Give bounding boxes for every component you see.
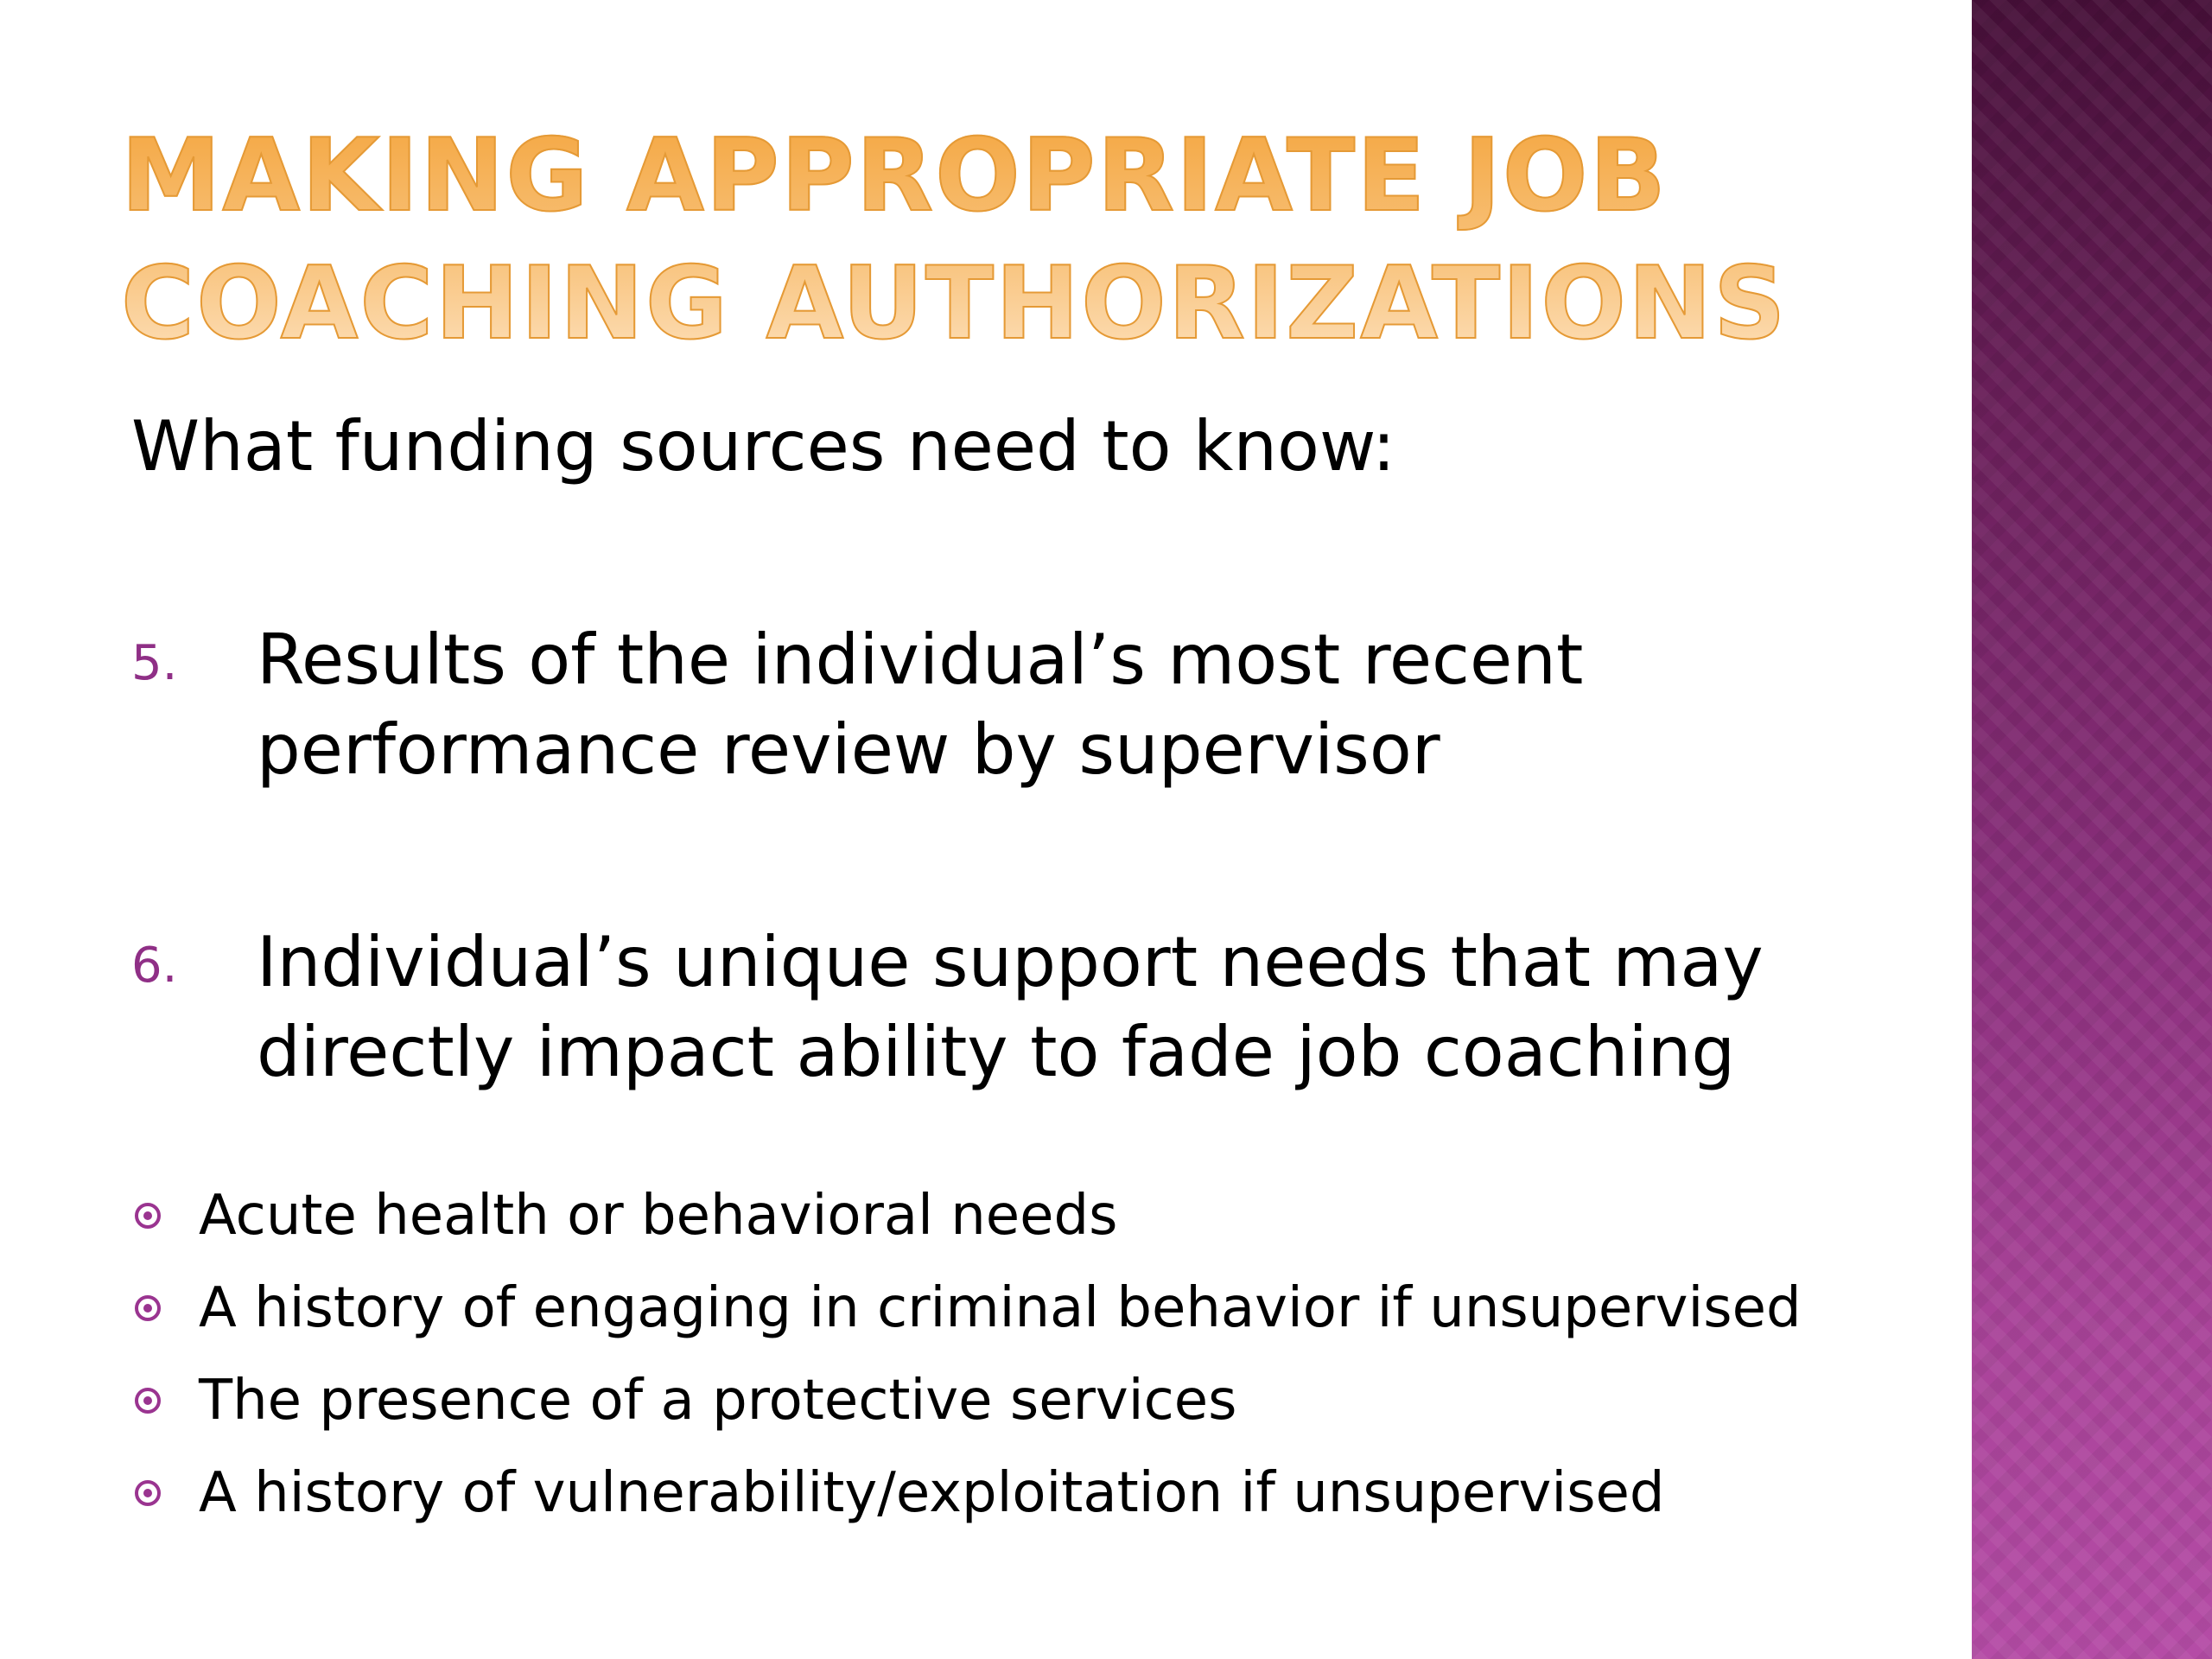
bullet-item	[131, 1355, 1802, 1447]
decorative-side-band	[1972, 0, 2212, 1659]
item-number: 6.	[131, 938, 178, 994]
item-text-line-1: Results of the individual’s most recent	[257, 620, 1584, 700]
circled-dot-bullet-icon	[135, 1480, 161, 1506]
slide-title-line-1: MAKING APPROPRIATE JOB	[121, 118, 1668, 234]
item-text-line-2: directly impact ability to fade job coaching	[257, 1012, 1736, 1092]
slide-subtitle: What funding sources need to know:	[131, 406, 1395, 486]
circled-dot-bullet-icon	[135, 1203, 161, 1229]
bullet-text: A history of vulnerability/exploitation if unsupervised	[199, 1461, 1665, 1525]
bullet-item	[131, 1447, 1802, 1540]
bullet-item	[131, 1262, 1802, 1355]
bullet-text: The presence of a protective services	[199, 1369, 1237, 1433]
bullet-item	[131, 1170, 1802, 1262]
circled-dot-bullet-icon	[135, 1388, 161, 1414]
item-text-line-2: performance review by supervisor	[257, 709, 1440, 790]
bullet-text: Acute health or behavioral needs	[199, 1184, 1118, 1248]
bullet-list	[131, 1170, 1802, 1540]
circled-dot-bullet-icon	[135, 1295, 161, 1321]
slide-title-line-2: COACHING AUTHORIZATIONS	[121, 245, 1788, 362]
bullet-text: A history of engaging in criminal behavior if unsupervised	[199, 1276, 1802, 1340]
item-text	[257, 615, 1583, 795]
item-text-line-1: Individual’s unique support needs that may	[257, 922, 1764, 1002]
slide-title	[121, 112, 1849, 368]
item-text	[257, 918, 1764, 1097]
item-number: 5.	[131, 635, 178, 691]
